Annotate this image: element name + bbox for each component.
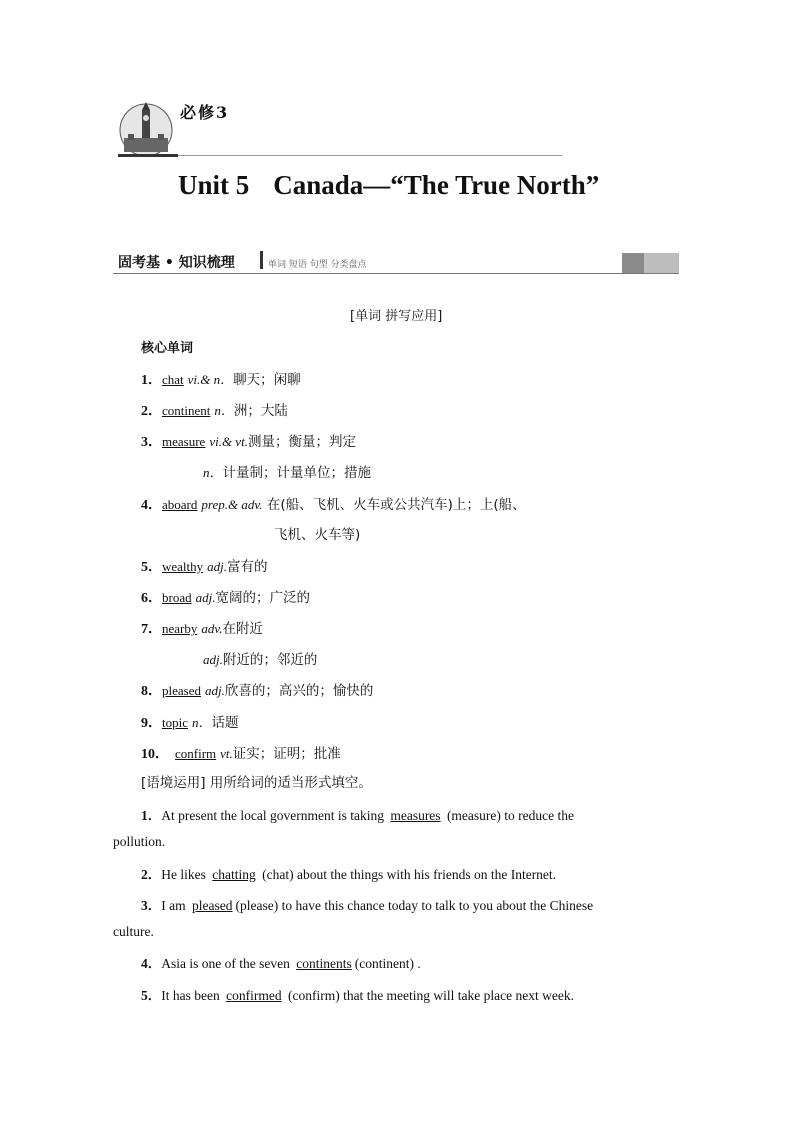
answer-blank: measures (390, 808, 441, 823)
vocab-section-label: [单词 拼写应用] (350, 309, 443, 324)
vocab-item-continuation: 飞机、火车等) (274, 527, 361, 543)
unit-number: Unit 5 (178, 170, 250, 200)
header-rule (118, 155, 562, 156)
section-bar-dark (622, 253, 644, 273)
answer-blank: confirmed (226, 988, 282, 1003)
vocab-item: 4．aboard prep.& adv. 在(船、飞机、火车或公共汽车)上；上(船、 (141, 497, 526, 513)
answer-blank: chatting (212, 867, 256, 882)
exercise-item: 4．Asia is one of the seven continents (continent) . (141, 956, 421, 971)
exercise-item: 2．He likes chatting (chat) about the things with his friends on the Internet. (141, 867, 557, 882)
vocab-item-continuation: adj.附近的；邻近的 (203, 652, 318, 668)
vocab-item: 5．wealthy adj.富有的 (141, 559, 268, 575)
exercise-continuation: culture. (113, 924, 154, 939)
section-subtitle: 单词 短语 句型 分类盘点 (268, 260, 367, 270)
exercise-item: 3．I am pleased (please) to have this chance today to talk to you about the Chinese (141, 898, 594, 913)
vocab-item: 3．measure vi.& vt.测量；衡量；判定 (141, 434, 356, 450)
section-title: 固考基 • 知识梳理 (118, 255, 235, 271)
exercise-item: 5．It has been confirmed (confirm) that the meeting will take place next week. (141, 988, 574, 1003)
page-title (178, 170, 599, 201)
vocab-item-continuation: n．计量制；计量单位；措施 (203, 465, 372, 481)
vocab-item: 8．pleased adj.欣喜的；高兴的；愉快的 (141, 683, 374, 699)
core-words-label: 核心单词 (141, 341, 194, 356)
answer-blank: pleased (192, 898, 233, 913)
exercise-item: 1．At present the local government is taking measures (measure) to reduce the (141, 808, 574, 823)
unit-subtitle: Canada—“The True North” (273, 170, 600, 200)
big-ben-logo-icon (116, 100, 176, 158)
book-label: 必修3 (180, 103, 230, 122)
section-bar-light (644, 253, 679, 273)
vocab-item: 6．broad adj.宽阔的；广泛的 (141, 590, 310, 606)
section-divider (260, 251, 263, 269)
vocab-item: 9．topic n．话题 (141, 715, 239, 731)
context-usage-label: [语境运用] 用所给词的适当形式填空。 (141, 775, 372, 791)
vocab-item: 2．continent n．洲；大陆 (141, 403, 288, 419)
header-rule-accent (118, 154, 178, 157)
answer-blank: continents (296, 956, 352, 971)
section-underline (113, 273, 679, 274)
exercise-continuation: pollution. (113, 834, 166, 849)
vocab-item: 1．chat vi.& n．聊天；闲聊 (141, 372, 301, 388)
vocab-item: 7．nearby adv.在附近 (141, 621, 263, 637)
vocab-item: 10． confirm vt.证实；证明；批准 (141, 746, 341, 762)
